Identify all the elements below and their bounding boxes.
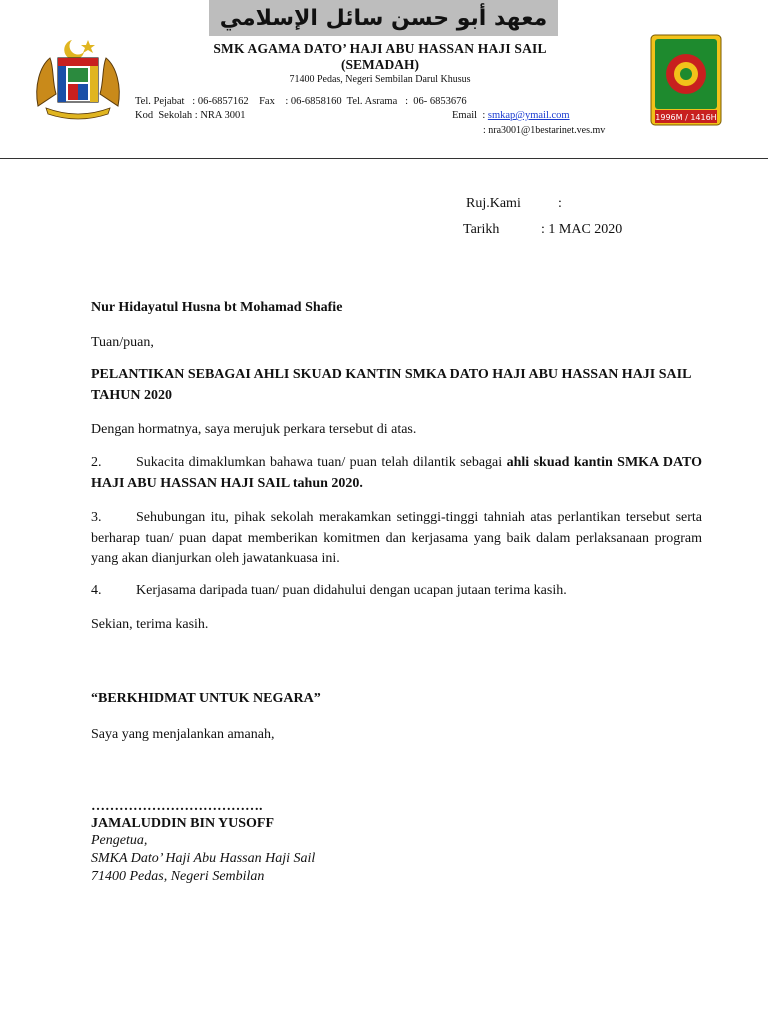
email-link[interactable]: smkap@ymail.com [487,110,570,121]
school-short-name: (SEMADAH) [341,57,419,72]
paragraph-3 [91,508,702,570]
date-value: : 1 MAC 2020 [541,222,623,237]
signature-line: ………………………………. [91,799,263,814]
paragraph-bold-text: ahli skuad kantin SMKA DATO HAJI ABU HASSAN HAJI SAIL tahun 2020. [91,455,702,491]
date-label: Tarikh [463,222,500,237]
intro-paragraph: Dengan hormatnya, saya merujuk perkara tersebut di atas. [91,422,417,437]
paragraph-text: Sukacita dimaklumkan bahawa tuan/ puan telah dilantik sebagai [136,455,507,470]
letter-subject: PELANTIKAN SEBAGAI AHLI SKUAD KANTIN SMKA DATO HAJI ABU HASSAN HAJI SAIL TAHUN 2020 [91,367,691,403]
paragraph-4 [91,581,702,602]
contact-numbers: Tel. Pejabat : 06-6857162 Fax : 06-6858160 Tel. Asrama : 06- 6853676 [135,96,467,107]
paragraph-number: 2. [91,455,102,470]
signer-address: 71400 Pedas, Negeri Sembilan [91,869,265,884]
paragraph-number: 3. [91,510,102,525]
reference-label: Ruj.Kami [466,196,521,211]
paragraph-number: 4. [91,583,102,598]
school-code: Kod Sekolah : NRA 3001 [135,110,246,121]
school-logo-icon [650,34,722,126]
email-label: Email : [452,110,488,121]
paragraph-text: Kerjasama daripada tuan/ puan didahului dengan ucapan jutaan terima kasih. [136,583,567,598]
closing-line: Sekian, terima kasih. [91,617,209,632]
paragraph-text: Sehubungan itu, pihak sekolah merakamkan setinggi-tinggi tahniah atas perlantikan tersebut serta berharap tuan/ puan dapat memberikan komitmen dan kerjasama yang baik dalam perlaksanaan program yang akan dianjurkan oleh jawatankuasa ini. [91,510,702,566]
motto: “BERKHIDMAT UNTUK NEGARA” [91,691,321,706]
secondary-email: : nra3001@1bestarinet.ves.mv [483,125,606,136]
signer-name: JAMALUDDIN BIN YUSOFF [91,816,275,831]
signer-title: Pengetua, [91,833,148,848]
sign-off: Saya yang menjalankan amanah, [91,727,275,742]
arabic-school-name: معهد أبو حسن سائل الإسلامي [209,0,558,36]
malaysia-coat-of-arms-icon [32,36,124,120]
recipient-name: Nur Hidayatul Husna bt Mohamad Shafie [91,300,343,315]
school-name: SMK AGAMA DATO’ HAJI ABU HASSAN HAJI SAIL [213,41,547,56]
email-line [452,110,570,121]
signer-school: SMKA Dato’ Haji Abu Hassan Haji Sail [91,851,316,866]
logo-years: 1996M / 1416H [655,113,717,122]
salutation: Tuan/puan, [91,335,154,350]
reference-value: : [558,196,562,211]
paragraph-2 [91,453,702,494]
header-divider [0,158,768,159]
school-address: 71400 Pedas, Negeri Sembilan Darul Khusus [289,74,471,85]
